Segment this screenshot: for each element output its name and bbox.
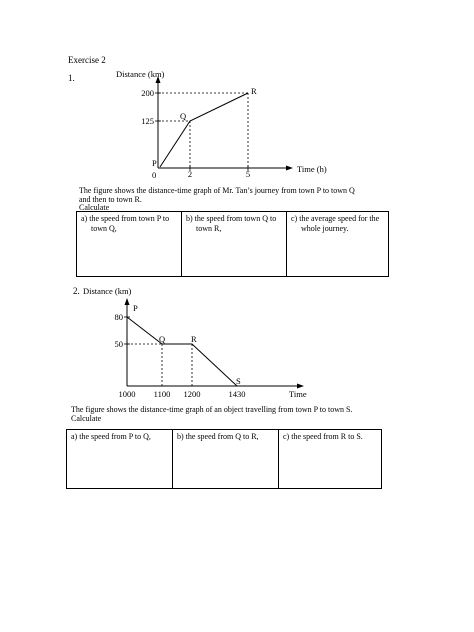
graph-1-point-label-q: Q <box>180 111 187 121</box>
graph-1-origin-label: 0 <box>152 170 157 180</box>
question-2-answer-c: c) the speed from R to S. <box>279 430 382 489</box>
question-1-number: 1. <box>68 73 75 83</box>
graph-2-point-label-q: Q <box>159 334 166 344</box>
graph-2-y-tick-label-80: 80 <box>114 312 123 322</box>
graph-2-x-tick-label-1200: 1200 <box>183 389 201 399</box>
graph-2-x-tick-label-1430: 1430 <box>228 389 246 399</box>
graph-2-travel-line <box>127 317 237 386</box>
question-2-answer-table <box>66 429 382 489</box>
graph-2-point-label-r: R <box>191 334 197 344</box>
question-1-description-line1: The figure shows the distance-time graph of Mr. Tan’s journey from town P to town Q <box>79 186 355 195</box>
exercise-heading: Exercise 2 <box>68 55 106 65</box>
question-1-calculate: Calculate <box>79 203 110 212</box>
graph-2-y-axis-arrow <box>125 298 130 305</box>
graph-2-x-tick-label-1100: 1100 <box>153 389 171 399</box>
question-1-answer-b: b) the speed from town Q to town R, <box>182 212 287 277</box>
question-2-number: 2. <box>73 286 80 296</box>
question-2-answer-a: a) the speed from P to Q, <box>67 430 173 489</box>
graph-1-point-label-p: P <box>152 158 157 168</box>
question-2-calculate: Calculate <box>71 414 102 423</box>
graph-1-y-tick-label-125: 125 <box>141 116 154 126</box>
graph-2-ylabel: Distance (km) <box>83 286 132 296</box>
graph-2-y-tick-label-50: 50 <box>114 339 123 349</box>
graph-2-point-label-s: S <box>236 376 241 386</box>
graph-1-xlabel: Time (h) <box>297 164 327 174</box>
graph-1-x-tick-label-2: 2 <box>187 169 193 179</box>
graph-1-x-tick-label-5: 5 <box>245 169 251 179</box>
graph-1-y-tick-label-200: 200 <box>141 88 154 98</box>
question-2-answer-b: b) the speed from Q to R, <box>173 430 279 489</box>
graph-2-x-axis-arrow <box>297 384 304 389</box>
graph-2-point-label-p: P <box>133 303 138 313</box>
graph-1-point-label-r: R <box>251 86 257 96</box>
graph-1-ylabel: Distance (km) <box>116 69 165 79</box>
question-1-answer-c: c) the average speed for the whole journey. <box>287 212 389 277</box>
question-2-description: The figure shows the distance-time graph of an object travelling from town P to town S. <box>71 405 353 414</box>
question-1-answer-a: a) the speed from town P to town Q, <box>77 212 182 277</box>
question-1-description-line2: and then to town R. <box>79 195 142 204</box>
graph-2-x-tick-label-1000: 1000 <box>118 389 136 399</box>
graph-2-xlabel: Time <box>289 389 307 399</box>
